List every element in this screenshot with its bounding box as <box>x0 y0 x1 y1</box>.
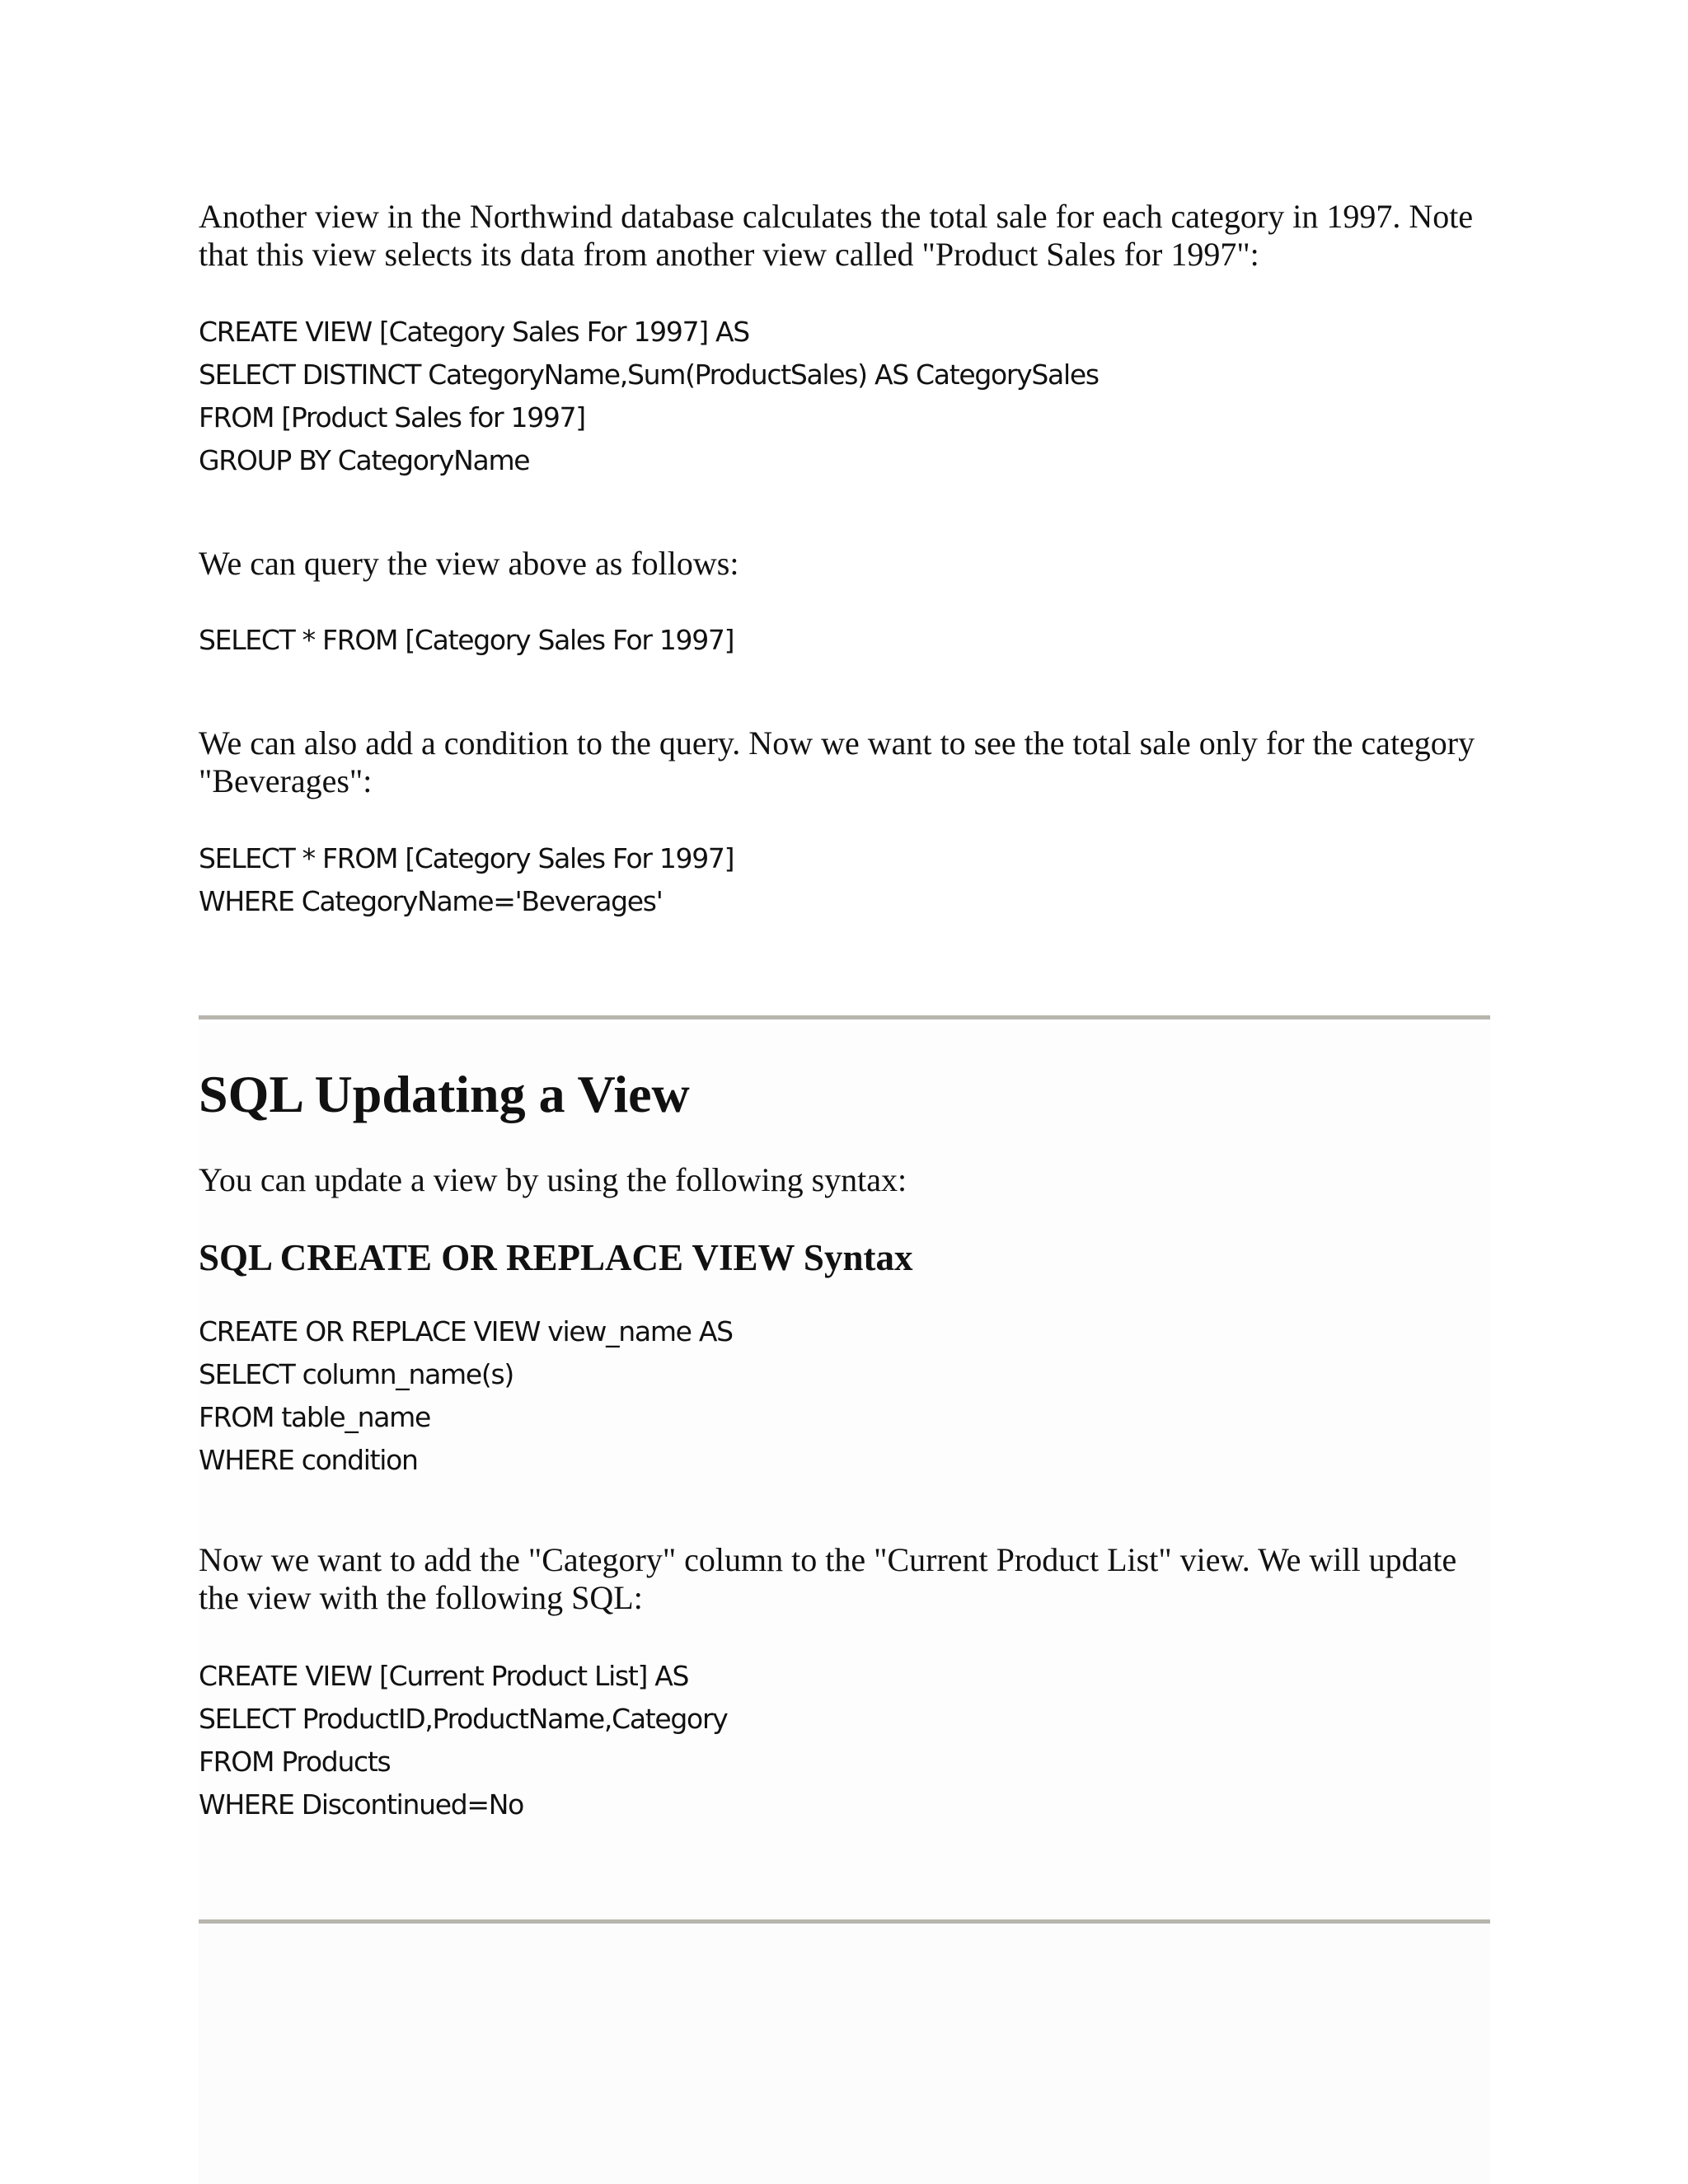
update-intro-line-1: Now we want to add the "Category" column to the "Current Product List" view. We will update <box>199 1541 1457 1578</box>
code-line: FROM Products <box>199 1746 391 1778</box>
code-line: SELECT DISTINCT CategoryName,Sum(ProductSales) AS CategorySales <box>199 359 1099 391</box>
condition-intro-line-1: We can also add a condition to the query. Now we want to see the total sale only for the category <box>199 724 1475 762</box>
code-line: SELECT column_name(s) <box>199 1358 513 1390</box>
code-block-category-view <box>199 311 1099 482</box>
code-block-update <box>199 1655 727 1826</box>
code-block-condition <box>199 837 734 923</box>
code-line: FROM [Product Sales for 1997] <box>199 401 585 434</box>
update-intro-line-2: the view with the following SQL: <box>199 1579 643 1616</box>
syntax-subheading: SQL CREATE OR REPLACE VIEW Syntax <box>199 1237 913 1278</box>
code-line: WHERE condition <box>199 1444 418 1476</box>
code-line: SELECT ProductID,ProductName,Category <box>199 1703 728 1735</box>
section-heading: SQL Updating a View <box>199 1065 690 1123</box>
next-section-background <box>199 1925 1490 2184</box>
condition-intro-paragraph <box>199 724 1501 800</box>
query-intro-paragraph: We can query the view above as follows: <box>199 545 739 582</box>
code-block-syntax <box>199 1310 733 1482</box>
code-line: SELECT * FROM [Category Sales For 1997] <box>199 842 734 874</box>
intro-line-2: that this view selects its data from another view called "Product Sales for 1997": <box>199 236 1259 273</box>
intro-paragraph <box>199 198 1501 274</box>
section-intro-paragraph: You can update a view by using the following syntax: <box>199 1161 907 1198</box>
code-line: GROUP BY CategoryName <box>199 444 530 476</box>
update-intro-paragraph <box>199 1541 1501 1617</box>
section-divider <box>199 1015 1490 1019</box>
condition-intro-line-2: "Beverages": <box>199 762 373 799</box>
intro-line-1: Another view in the Northwind database calculates the total sale for each category in 1997. Note <box>199 198 1474 235</box>
code-line: CREATE VIEW [Category Sales For 1997] AS <box>199 316 749 348</box>
code-line: FROM table_name <box>199 1401 431 1433</box>
section-divider <box>199 1919 1490 1924</box>
code-line: WHERE CategoryName='Beverages' <box>199 885 663 917</box>
code-block-query <box>199 619 734 662</box>
code-line: SELECT * FROM [Category Sales For 1997] <box>199 624 734 656</box>
code-line: CREATE VIEW [Current Product List] AS <box>199 1660 689 1692</box>
code-line: CREATE OR REPLACE VIEW view_name AS <box>199 1315 733 1347</box>
code-line: WHERE Discontinued=No <box>199 1788 523 1821</box>
